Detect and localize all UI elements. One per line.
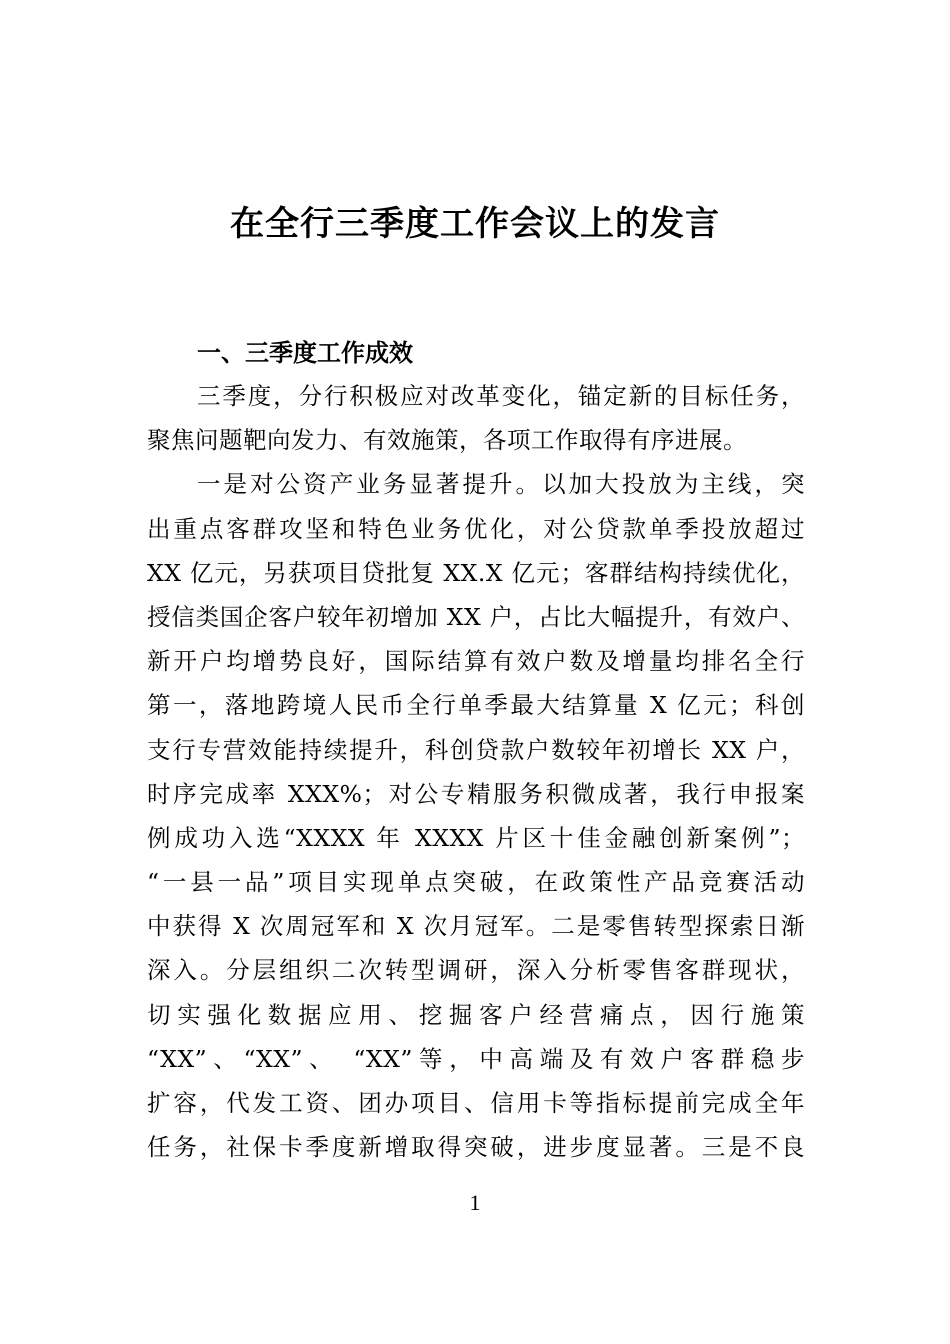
paragraph-line: 中获得 X 次周冠军和 X 次月冠军。二是零售转型探索日渐	[147, 912, 805, 941]
document-title: 在全行三季度工作会议上的发言	[230, 204, 720, 244]
paragraph-line: 切实强化数据应用、挖掘客户经营痛点，因行施策	[147, 1000, 805, 1029]
paragraph-line: 第一，落地跨境人民币全行单季最大结算量 X 亿元；科创	[147, 691, 805, 720]
page-number: 1	[469, 1190, 481, 1215]
paragraph-line: 一是对公资产业务显著提升。以加大投放为主线，突	[197, 470, 805, 499]
paragraph-line: 任务，社保卡季度新增取得突破，进步度显著。三是不良	[147, 1133, 805, 1162]
paragraph-line: 时序完成率 XXX%；对公专精服务积微成著，我行申报案	[147, 779, 805, 808]
paragraph-line: “一县一品”项目实现单点突破，在政策性产品竞赛活动	[147, 868, 805, 897]
paragraph-line: 支行专营效能持续提升，科创贷款户数较年初增长 XX 户，	[147, 735, 805, 764]
paragraph-line: 三季度，分行积极应对改革变化，锚定新的目标任务，	[197, 382, 805, 410]
paragraph-line: 出重点客群攻坚和特色业务优化，对公贷款单季投放超过	[147, 514, 805, 543]
paragraph-line: XX 亿元，另获项目贷批复 XX.X 亿元；客群结构持续优化，	[147, 558, 805, 587]
paragraph-line: 例成功入选“XXXX 年 XXXX 片区十佳金融创新案例”；	[147, 823, 805, 852]
paragraph-line: 新开户均增势良好，国际结算有效户数及增量均排名全行	[147, 647, 805, 676]
paragraph-line: 扩容，代发工资、团办项目、信用卡等指标提前完成全年	[147, 1089, 805, 1117]
paragraph-line: 授信类国企客户较年初增加 XX 户，占比大幅提升，有效户、	[147, 602, 805, 631]
paragraph-line: 聚焦问题靶向发力、有效施策，各项工作取得有序进展。	[147, 426, 747, 455]
paragraph-line: 深入。分层组织二次转型调研，深入分析零售客群现状，	[147, 956, 805, 985]
section-heading: 一、三季度工作成效	[197, 339, 413, 367]
document-body	[147, 374, 805, 1169]
paragraph-line: “XX”、“XX”、 “XX”等，中高端及有效户客群稳步	[147, 1044, 805, 1073]
